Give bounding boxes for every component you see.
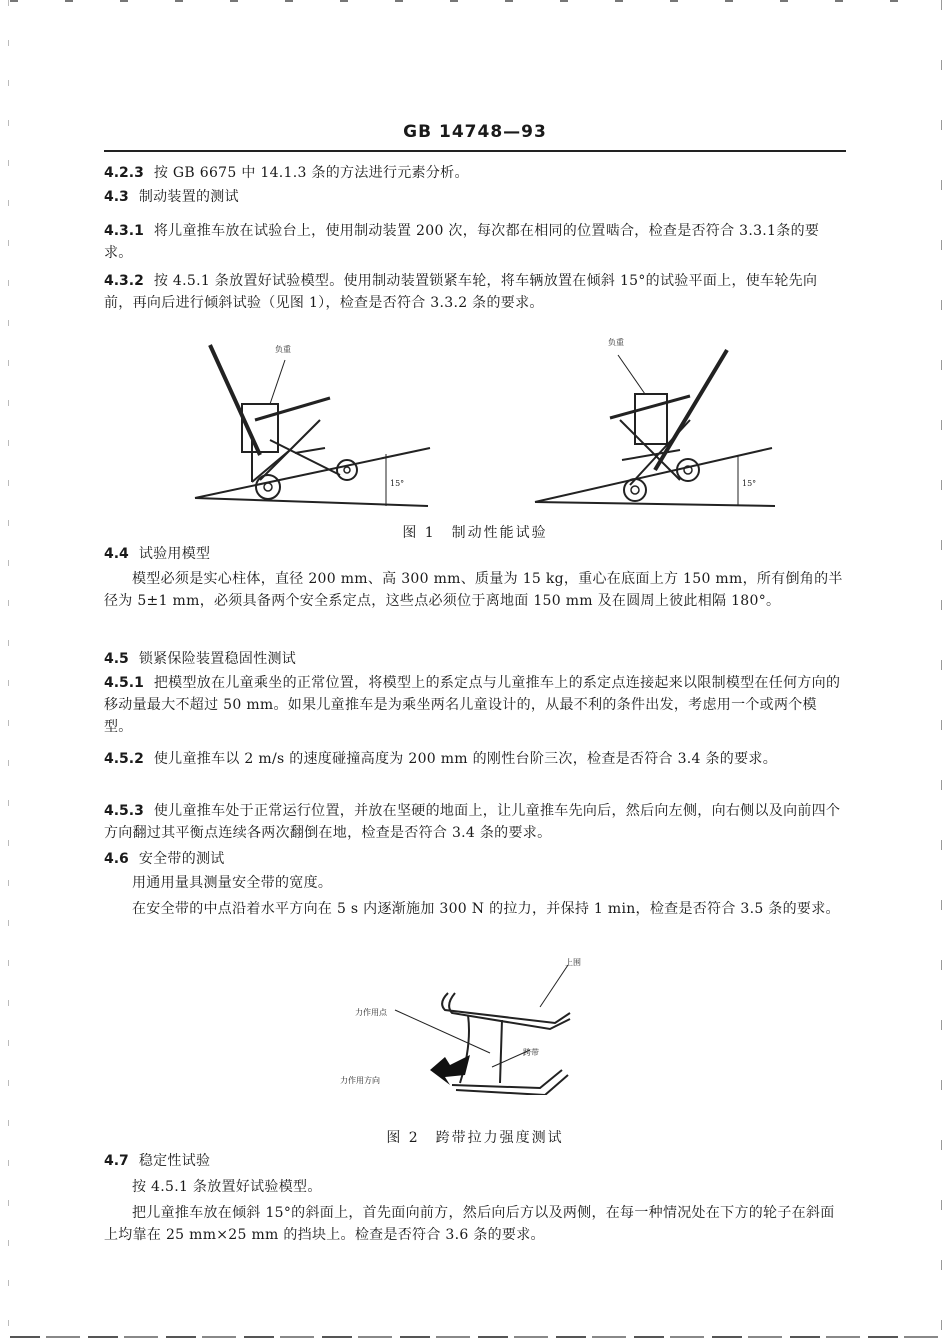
figure-2-crotch-strap-diagram [340,955,590,1095]
section-4-4-heading [104,543,844,565]
section-text: 使儿童推车以 2 m/s 的速度碰撞高度为 200 mm 的刚性台阶三次，检查是否符合 3.4 条的要求。 [153,751,777,767]
section-4-7-body-1 [104,1176,844,1198]
fig1-left-load-label: 负重 [275,345,291,354]
fig2-force-point-label: 力作用点 [355,1008,387,1017]
section-number: 4.5.3 [104,803,144,819]
force-direction-arrow-icon [430,1055,470,1085]
section-number: 4.3.1 [104,223,144,239]
section-4-7-body-2 [104,1202,844,1246]
section-heading: 试验用模型 [138,546,211,562]
section-4-3-2 [104,270,844,314]
section-4-6-heading [104,848,844,870]
fig2-force-direction-label: 力作用方向 [340,1076,380,1085]
section-number: 4.7 [104,1153,129,1169]
scan-edge-bottom [10,1336,940,1338]
section-4-3-heading [104,186,844,208]
section-4-7-heading [104,1150,844,1172]
section-text: 把儿童推车放在倾斜 15°的斜面上，首先面向前方，然后向后方以及两侧，在每一种情况处在下方的轮子在斜面上均靠在 25 mm×25 mm 的挡块上。检查是否符合 3.6 条的要求。 [104,1205,835,1243]
figure-1-caption: 图 1 制动性能试验 [402,525,548,541]
section-4-5-2 [104,748,844,770]
section-4-4-body [104,568,844,612]
section-text: 用通用量具测量安全带的宽度。 [132,875,333,891]
fig2-top-rail-label: 上围 [565,958,581,967]
section-heading: 锁紧保险装置稳固性测试 [138,651,297,667]
section-text: 将儿童推车放在试验台上，使用制动装置 200 次，每次都在相同的位置啮合，检查是否符合 3.3.1条的要求。 [104,223,820,261]
section-number: 4.3 [104,189,129,205]
section-4-6-body-2 [104,898,844,920]
fig1-right-load-label: 负重 [608,338,624,347]
section-text: 按 4.5.1 条放置好试验模型。 [132,1179,322,1195]
section-text: 按 GB 6675 中 14.1.3 条的方法进行元素分析。 [153,165,469,181]
section-text: 使儿童推车处于正常运行位置，并放在坚硬的地面上，让儿童推车先向后，然后向左侧，向右侧以及向前四个方向翻过其平衡点连续各两次翻倒在地，检查是否符合 3.4 条的要求。 [104,803,841,841]
section-4-5-3 [104,800,844,844]
section-4-6-body-1 [104,872,844,894]
header-rule [104,150,846,152]
section-number: 4.5 [104,651,129,667]
page-header-standard-id: GB 14748—93 [403,122,547,142]
section-heading: 制动装置的测试 [138,189,239,205]
section-4-5-heading [104,648,844,670]
section-4-5-1 [104,672,844,738]
fig2-crotch-strap-label: 跨带 [523,1048,539,1057]
scan-edge-top [10,0,940,2]
section-text: 把模型放在儿童乘坐的正常位置，将模型上的系定点与儿童推车上的系定点连接起来以限制模型在任何方向的移动量最大不超过 50 mm。如果儿童推车是为乘坐两名儿童设计的，从最不利的条件出发，考虑用一个或两个模型。 [104,675,841,735]
section-4-3-1 [104,220,844,264]
section-text: 在安全带的中点沿着水平方向在 5 s 内逐渐施加 300 N 的拉力，并保持 1 min，检查是否符合 3.5 条的要求。 [132,901,840,917]
figure-2-caption: 图 2 跨带拉力强度测试 [386,1130,564,1146]
fig1-left-angle-label: 15° [390,479,405,488]
figure-1-brake-test-diagram [190,330,790,510]
section-number: 4.4 [104,546,129,562]
section-heading: 安全带的测试 [138,851,225,867]
section-number: 4.2.3 [104,165,144,181]
section-number: 4.5.1 [104,675,144,691]
section-number: 4.6 [104,851,129,867]
section-number: 4.3.2 [104,273,144,289]
section-text: 模型必须是实心柱体，直径 200 mm、高 300 mm、质量为 15 kg，重心在底面上方 150 mm，所有倒角的半径为 5±1 mm，必须具备两个安全系定点，这些点必须位于离地面 150 mm 及在圆周上彼此相隔 180°。 [104,571,843,609]
fig1-right-angle-label: 15° [742,479,757,488]
section-number: 4.5.2 [104,751,144,767]
section-4-2-3 [104,162,844,184]
section-text: 按 4.5.1 条放置好试验模型。使用制动装置锁紧车轮，将车辆放置在倾斜 15°的试验平面上，使车轮先向前，再向后进行倾斜试验（见图 1），检查是否符合 3.3.2 条的要求。 [104,273,818,311]
section-heading: 稳定性试验 [138,1153,211,1169]
